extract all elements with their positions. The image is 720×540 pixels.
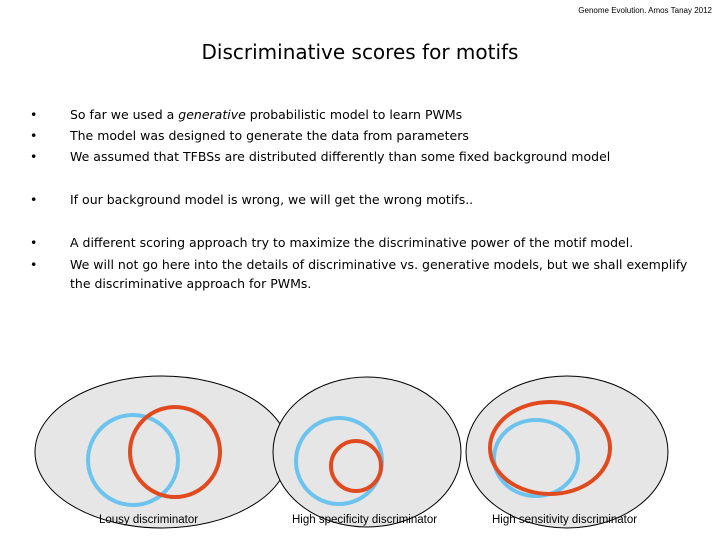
bullet-text: We assumed that TFBSs are distributed differently than some fixed background model: [70, 149, 611, 164]
background-ellipse: [35, 376, 289, 528]
caption-high-specificity: High specificity discriminator: [292, 514, 438, 526]
bullet-dot: •: [30, 257, 38, 272]
caption-lousy: Lousy discriminator: [99, 514, 199, 526]
caption-high-sensitivity: High sensitivity discriminator: [492, 514, 638, 526]
slide-title: Discriminative scores for motifs: [201, 40, 519, 64]
high-specificity-diagram: [273, 377, 461, 527]
bullet-text: probabilistic model to learn PWMs: [245, 107, 463, 122]
bullet-text: So far we used a: [70, 107, 179, 122]
emphasis-text: generative: [178, 107, 246, 122]
bullet-text: The model was designed to generate the data from parameters: [70, 128, 469, 143]
bullet-dot: •: [30, 107, 38, 122]
bullet-dot: •: [30, 235, 38, 250]
bullet-text: If our background model is wrong, we will get the wrong motifs..: [70, 192, 474, 207]
header-note: Genome Evolution. Amos Tanay 2012: [578, 6, 712, 15]
lousy-discriminator-diagram: [35, 376, 289, 528]
bullet-dot: •: [30, 192, 38, 207]
bullet-dot: •: [30, 149, 38, 164]
bullet-text: We will not go here into the details of discriminative vs. generative models, but we shall exemplify the discriminative approach for PWMs.: [70, 257, 688, 291]
background-ellipse: [273, 377, 461, 527]
high-sensitivity-diagram: [466, 376, 668, 528]
bullet-text: A different scoring approach try to maximize the discriminative power of the motif model.: [70, 235, 634, 250]
bullet-dot: •: [30, 128, 38, 143]
